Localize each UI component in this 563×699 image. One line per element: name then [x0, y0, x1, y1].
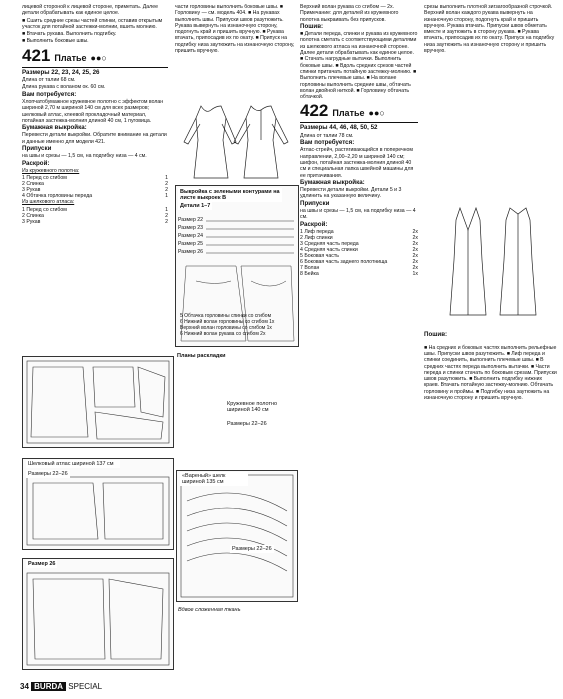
chiffon-note: «Вареный» шелк шириной 135 см [180, 472, 248, 486]
column-1 [22, 4, 168, 354]
list-item: 5 Обтачка горловины спинки со сгибом [180, 313, 272, 319]
layout-chiffon-drawing [177, 471, 297, 601]
fold-note: Вдвое сложенная ткань [176, 606, 290, 614]
column-3 [300, 4, 418, 694]
brand-sub: SPECIAL [68, 682, 103, 691]
sewing-text: ■ На средних и боковых частях выполнить рельефные швы. Припуски швов разутюжить. ■ Лиф переда и спинки соединить, выполнить плечевые швы. ■ В средних частях переда выполнить вытачки. ■ Части переда и спинки стачать по боковым срезам. Припуски швов разутюжить. ■ Выполнить подгибку нижних краев. Втачать потайную застежку-молнию. Обтачать горловину и проймы. ■ Подгибку низа заутюжить на изнаночную сторону и пришить вручную. [424, 344, 557, 402]
cut-heading: Раскрой: [22, 159, 50, 167]
pattern-heading: Бумажная выкройка: [22, 124, 87, 132]
size-label: Размер 22 [178, 217, 204, 223]
silk-note: Шелковый атлас шириной 137 см [26, 460, 120, 468]
difficulty-dots-icon: ●●○ [368, 108, 385, 119]
instruction-3: ■ Выполнить боковые швы. [22, 38, 89, 45]
cut-main-label: Из кружевного полотна: [22, 167, 80, 174]
lace-sizes: Размеры 22–26 [227, 421, 267, 427]
instruction-2: ■ Втачать рукава. Выполнить подгибку. [22, 31, 117, 38]
column-4-lower [424, 326, 558, 682]
size-26-label: Размер 26 [28, 561, 56, 567]
materials-text: Атлас-стрейч, растягивающийся в поперечном направлении, 2,00–2,20 м шириной 140 см; шифон, потайная застежка-молния длиной 40 см и специальная лапка швейной машины для ее притачивания. [300, 147, 414, 179]
layout-lace-drawing [23, 357, 173, 447]
list-item: 2 Спинка 2 [22, 212, 168, 219]
size-label: Размер 26 [178, 249, 204, 255]
model-number: 421 [22, 45, 51, 65]
intro-text: лицевой стороной к лицевой стороне, приметать. Далее детали обрабатывать как единое целое. [22, 4, 158, 17]
layout-lace [22, 356, 174, 448]
difficulty-dots-icon: ●●○ [90, 52, 107, 63]
lace-note: Кружевное полотно шириной 140 см [225, 400, 299, 414]
lower-item-list [180, 313, 296, 337]
model-422-heading [300, 102, 418, 123]
cut-list-atlas [22, 207, 168, 225]
size-label: Размер 25 [178, 241, 204, 247]
pattern-title: Выкройка с зелеными контурами на листе выкроек В [178, 188, 282, 202]
dress-422-sketch [440, 200, 555, 320]
length: Длина от талии 68 см. [22, 77, 76, 84]
cut-list-422 [300, 229, 418, 277]
model-title: Платье [332, 108, 365, 119]
list-item: 3 Средняя часть переда 2x [300, 240, 418, 247]
column-2 [175, 4, 295, 179]
layout-title: Планы раскладки [175, 352, 249, 360]
list-item: 6 Боковая часть заднего полотнища 2x [300, 258, 418, 265]
list-item: 6 Нижний волан рукава со сгибом 2x [180, 331, 266, 337]
list-item: 3 Рукав 2 [22, 218, 168, 225]
size-label: Размер 23 [178, 225, 204, 231]
chiffon-sizes: Размеры 22–26 [232, 546, 272, 552]
column-3-intro: Верхний волан рукава со сгибом — 2x. Примечание: для деталей из кружевного полотна выкраивать без припусков. [300, 4, 399, 23]
list-item: 4 Средняя часть спинки 2x [300, 246, 418, 253]
layout-size-26-drawing [23, 559, 173, 669]
list-item: 5 Боковая часть 2x [300, 252, 418, 259]
pattern-text: Перевести детали выкройки. Обратите внимание на детали и данные именно для модели 421. [22, 132, 167, 145]
model-number: 422 [300, 101, 329, 121]
left-margin [0, 0, 14, 699]
list-item: 1 Лиф переда 2x [300, 228, 418, 235]
column-4-text: срезы выполнить плотной зигзагообразной строчкой. Верхний волан каждого рукава вывернуть на изнаночную сторону, подогнуть край и пришить вручную. Рукава втачать. Припуски швов обметать вместе и заутюжить в сторону рукава. ■ Рукава втачать, припосадив их по окату. Припуск на подгибку низа заутюжить на изнаночную сторону и пришить вручную. [424, 4, 555, 55]
sizes: Размеры 22, 23, 24, 25, 26 [22, 68, 100, 76]
brand-logo: BURDA [31, 682, 66, 691]
length: Длина от талии 78 см. [300, 132, 354, 139]
sewing-heading: Пошив: [424, 331, 448, 339]
silk-sizes: Размеры 22–26 [28, 471, 68, 477]
materials-text: Хлопчатобумажное кружевное полотно с эффектом волан шириной 2,70 м шириной 140 см для всех размеров; шелковый атлас, клеевой прокладочный материал, потайная застежка-молния длиной 40 см, 1 пуговица. [22, 98, 164, 124]
cut-list-lace [22, 175, 168, 199]
cut-heading: Раскрой: [300, 220, 328, 228]
materials-heading: Вам потребуется: [300, 139, 355, 147]
list-item: 7 Волан 2x [300, 264, 418, 271]
allowance-text: на швы и срезы — 1,5 см, на подгибку низа — 4 см. [22, 153, 147, 160]
layout-size-26 [22, 558, 174, 670]
sizes: Размеры 44, 46, 48, 50, 52 [300, 124, 378, 132]
layout-chiffon [176, 470, 298, 602]
size-label: Размер 24 [178, 233, 204, 239]
sleeve-length: Длина рукава с воланом ок. 60 см. [22, 84, 106, 91]
materials-heading: Вам потребуется: [22, 90, 77, 98]
pattern-text: Перевести детали выкройки. Детали 5 и 3 удлинить на указанную величину. [300, 187, 402, 200]
page-footer [20, 682, 102, 691]
list-item: 2 Лиф спинки 2x [300, 234, 418, 241]
list-item: Верхний волан горловины со сгибом 1x [180, 325, 272, 331]
column-2-text: части горловины выполнить боковые швы. ■ Горловину — см. модель 404. ■ На рукавах выполнить швы. Припуски швов разутюжить. Рукава вывернуть на изнаночную сторону, подогнуть край и пришить вручную. ■ Рукава втачать, припосадив их по окату. ■ Припуск на подгибку низа заутюжить на изнаночную сторону, пришить вручную. [175, 4, 295, 55]
allowance-heading: Припуски [300, 199, 330, 207]
model-title: Платье [54, 52, 87, 63]
list-item: 1 Перед со сгибом 1 [22, 206, 168, 213]
pattern-heading: Бумажная выкройка: [300, 178, 365, 186]
list-item: 2 Спинка 2 [22, 181, 168, 188]
sewing-heading: Пошив: [300, 22, 324, 30]
instruction-1: ■ Сшить средние срезы частей спинки, оставив открытым участок для потайной застежки-молнии, вшить молнию. [22, 17, 163, 30]
sewing-text: ■ Детали переда, спинки и рукава из кружевного полотна сметать с соответствующими деталями из шелкового атласа на изнаночной стороне. Далее детали обрабатывать как единое целое. ■ Стачать нагрудные вытачки. Выполнить боковые швы. ■ Вдоль средних срезов частей спинки притачать потайную застежку-молнию. ■ Выполнить плечевые швы. ■ На волане горловины выполнить средние швы, обтачать волан двойной ниткой. ■ Горловину обтачать обтачкой. [300, 31, 418, 101]
page-number: 34 [20, 682, 29, 691]
list-item: 6 Нижний волан горловины со сгибом 1x [180, 319, 275, 325]
model-421-heading [22, 47, 168, 68]
list-item: 1 Перед со сгибом 1 [22, 175, 168, 182]
list-item: 4 Обтачка горловины переда 1 [22, 193, 168, 200]
allowance-heading: Припуски [22, 145, 52, 153]
cut-atlas-label: Из шелкового атласа: [22, 199, 75, 206]
pattern-detail: Детали 1–7 [180, 203, 211, 209]
list-item: 3 Рукав 2 [22, 187, 168, 194]
list-item: 8 Бейка 1x [300, 270, 418, 277]
allowance-text: на швы и срезы — 1,5 см, на подгибку низа — 4 см. [300, 208, 416, 221]
